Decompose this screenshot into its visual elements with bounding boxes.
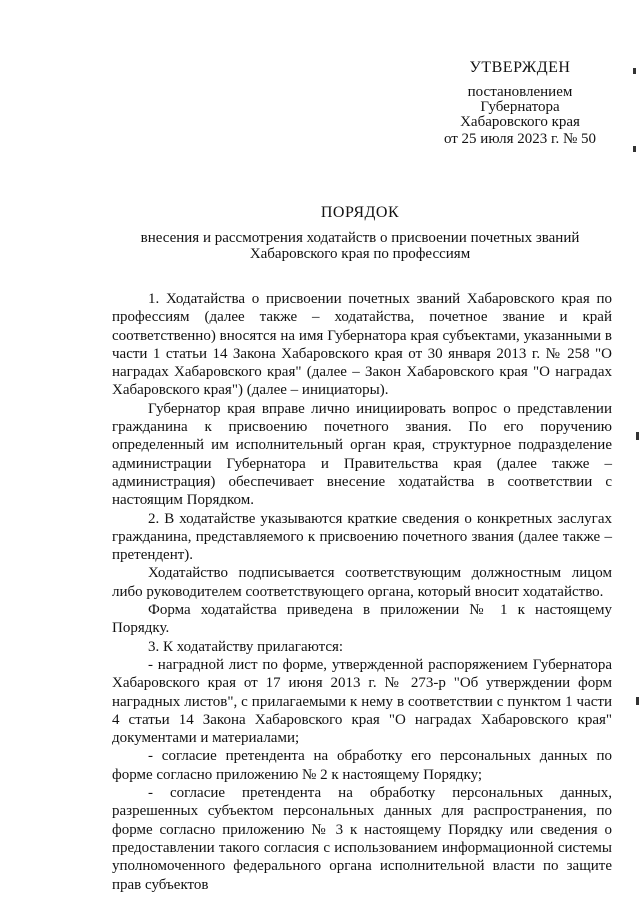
approval-line-governor: Губернатора xyxy=(480,99,560,115)
document-subtitle-line1: внесения и рассмотрения ходатайств о присвоении почетных званий xyxy=(140,230,580,246)
document-body xyxy=(112,290,612,894)
scan-edge-mark xyxy=(636,432,639,440)
document-title: ПОРЯДОК xyxy=(320,204,400,221)
approval-line-date: от 25 июля 2023 г. № 50 xyxy=(443,131,597,147)
paragraph-2: Губернатор края вправе лично инициировать вопрос о представлении гражданина к присвоению почетного звания. По его поручению определенный им исполнительный орган края, структурное подразделение администрации Губернатора и Правительства края (далее также – администрация) обеспечивает внесение ходатайства в соответствии с настоящим Порядком. xyxy=(112,400,612,509)
scan-edge-mark xyxy=(636,697,639,705)
approval-line-region: Хабаровского края xyxy=(460,114,580,130)
paragraph-3: 2. В ходатайстве указываются краткие сведения о конкретных заслугах гражданина, представляемого к присвоению почетного звания (далее также – претендент). xyxy=(112,510,612,564)
paragraph-9: - согласие претендента на обработку персональных данных, разрешенных субъектом персональных данных для распространения, по форме согласно приложению № 3 к настоящему Порядку или сведения о предоставлении такого согласия с использованием информационной системы уполномоченного федерального органа исполнительной власти по защите прав субъектов xyxy=(112,785,612,893)
scan-edge-mark xyxy=(633,146,636,152)
paragraph-6: 3. К ходатайству прилагаются: xyxy=(148,638,344,655)
approval-stamp-block xyxy=(420,60,620,147)
approval-line-resolution: постановлением xyxy=(467,84,573,100)
approval-heading: УТВЕРЖДЕН xyxy=(469,59,571,76)
document-subtitle-line2: Хабаровского края по профессиям xyxy=(249,246,471,262)
paragraph-4: Ходатайство подписывается соответствующим должностным лицом либо руководителем соответствующего органа, который вносит ходатайство. xyxy=(112,565,612,600)
scan-edge-mark xyxy=(633,68,636,74)
document-title-block xyxy=(100,205,620,262)
paragraph-5: Форма ходатайства приведена в приложении № 1 к настоящему Порядку. xyxy=(112,602,612,637)
paragraph-7: - наградной лист по форме, утвержденной распоряжением Губернатора Хабаровского края от 17 июня 2013 г. № 273-р "Об утверждении форм наградных листов", с прилагаемыми к нему в соответствии с пунктом 1 части 4 статьи 14 Закона Хабаровского края "О наградах Хабаровского края" документами и материалами; xyxy=(112,656,612,747)
paragraph-8: - согласие претендента на обработку его персональных данных по форме согласно приложению № 2 к настоящему Порядку; xyxy=(112,748,612,783)
paragraph-1: 1. Ходатайства о присвоении почетных званий Хабаровского края по профессиям (далее также – ходатайства, почетное звание и край соответственно) вносятся на имя Губернатора края субъектами, указанными в части 1 статьи 14 Закона Хабаровского края от 30 января 2013 г. № 258 "О наградах Хабаровского края" (далее – Закон Хабаровского края "О наградах Хабаровского края") (далее – инициаторы). xyxy=(112,291,612,399)
